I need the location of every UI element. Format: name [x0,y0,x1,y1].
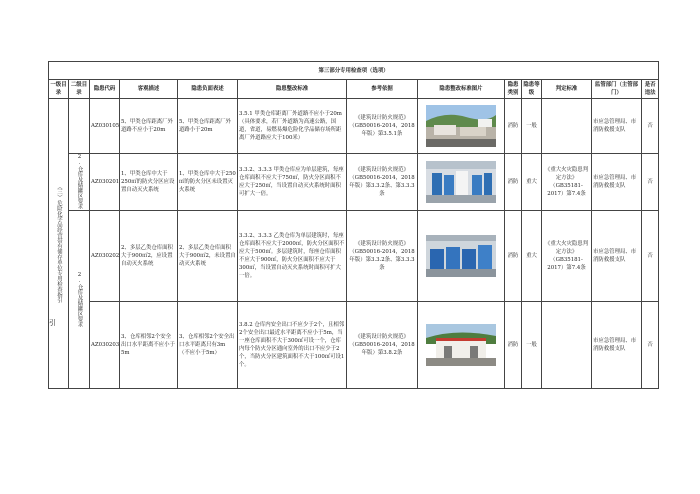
description-cell: 1、甲类仓库中大于250㎡的防火分区应设置自动灭火系统 [120,154,178,211]
header-negative: 隐患负面表述 [178,80,238,99]
criteria-cell [542,302,592,389]
code-cell: AZ030105 [90,99,120,154]
description-cell: 5、甲类仓库距离厂外道路不应小于20m [120,99,178,154]
level2-label: 2.仓库及储罐区要求 [76,154,83,210]
grade-cell: 一般 [522,99,542,154]
code-cell: AZ030203 [90,302,120,389]
department-cell: 市应急管理局、市消防救援支队 [592,302,642,389]
header-level2: 二级目录 [69,80,90,99]
category-cell: 消防 [505,211,522,302]
criteria-cell [542,99,592,154]
header-criteria: 判定标准 [542,80,592,99]
reference-cell: 《建筑设计防火规范》（GB50016-2014，2018年版）第3.5.1条 [347,99,418,154]
criteria-cell: 《重大火灾隐患判定方法》（GB35181-2017）第7.4条 [542,211,592,302]
header-level1: 一级目录 [49,80,69,99]
table-row [49,154,659,211]
criteria-cell: 《重大火灾隐患判定方法》（GB35181-2017）第7.4条 [542,154,592,211]
header-illegal: 是否违法 [642,80,659,99]
negative-cell: 2、多层乙类仓库面积大于900㎡2，未设置自动灭火系统 [178,211,238,302]
warehouse-hillside-photo [426,105,496,147]
grade-cell: 一般 [522,302,542,389]
inspection-table [48,61,659,389]
illegal-cell: 否 [642,302,659,389]
department-cell: 市应急管理局、市消防救援支队 [592,154,642,211]
department-cell: 市应急管理局、市消防救援支队 [592,99,642,154]
header-standard: 隐患整改标准 [238,80,347,99]
lead-character: 引 [49,319,56,327]
illegal-cell: 否 [642,211,659,302]
drum-storage-photo [426,235,496,277]
description-cell: 3、仓库相邻2个安全出口水平距离不应小于5m [120,302,178,389]
standard-cell: 3.8.2 仓库内安全出口不应少于2个，且相邻2个安全出口最近水平距离不应小于5m，当一座仓库面积不大于300㎡可设一个，仓库内每个防火分区通向室外的出口不应少于2个，当防火分区建筑面积不大于100㎡可设1个。 [238,302,347,389]
reference-cell: 《建筑设计防火规范》（GB50016-2014，2018年版）第3.3.2条、第3.3.3条 [347,154,418,211]
level1-label: （三）危险化学品经营带有储存单位专用检查指引 [56,184,62,303]
level2-cell [69,211,90,389]
level1-cell [49,99,69,389]
image-cell [418,99,505,154]
code-cell: AZ030201 [90,154,120,211]
level2-label: 2.仓库及储罐区要求 [76,271,83,328]
description-cell: 2、多层乙类仓库面积大于900㎡2，应设置自动灭火系统 [120,211,178,302]
category-cell: 消防 [505,99,522,154]
table-title: 第三部分专用检查项（选项） [49,62,659,80]
negative-cell: 5、甲类仓库距离厂外道路小于20m [178,99,238,154]
image-cell [418,302,505,389]
header-department: 监管部门（主管部门） [592,80,642,99]
header-code: 隐患代码 [90,80,120,99]
table-row [49,99,659,154]
negative-cell: 1、甲类仓库中大于250㎡的防火分区未设置灭火系统 [178,154,238,211]
header-image: 隐患整改标准图片 [418,80,505,99]
header-grade: 隐患等级 [522,80,542,99]
grade-cell: 重大 [522,154,542,211]
illegal-cell: 否 [642,99,659,154]
standard-cell: 3.5.1 甲类仓库距离厂外道路不应小于20m（具体要求，若厂外道路为高速公路，国道，省道，易燃易爆危险化学品储存场所距离厂外道路应大于100米） [238,99,347,154]
header-description: 客观描述 [120,80,178,99]
reference-cell: 《建筑设计防火规范》（GB50016-2014，2018年版）第3.3.2条、第3.3.3条 [347,211,418,302]
reference-cell: 《建筑设计防火规范》（GB50016-2014，2018年版）第3.8.2条 [347,302,418,389]
warehouse-interior-photo [426,161,496,203]
category-cell: 消防 [505,154,522,211]
level2-cell [69,154,90,211]
header-reference: 参考依据 [347,80,418,99]
standard-cell: 3.3.2、3.3.3 乙类仓库为单层建筑时，每座仓库面积不应大于2000㎡，防火分区面积不应大于500㎡。多层建筑时，每座仓库面积不应大于900㎡，防火分区面积不应大于300㎡，当设置自动灭火系统时面积可扩大一倍。 [238,211,347,302]
image-cell [418,211,505,302]
code-cell: AZ030202 [90,211,120,302]
table-row [49,211,659,302]
department-cell: 市应急管理局、市消防救援支队 [592,211,642,302]
grade-cell: 重大 [522,211,542,302]
negative-cell: 3、仓库相邻2个安全出口水平距离只有3m（不应小于5m） [178,302,238,389]
level2-empty-cell [69,99,90,154]
header-category: 隐患类别 [505,80,522,99]
illegal-cell: 否 [642,154,659,211]
standard-cell: 3.3.2、3.3.3 甲类仓库应为单层建筑，每座仓库面积不应大于750㎡，防火分区面积不应大于250㎡，当设置自动灭火系统时面积可扩大一倍。 [238,154,347,211]
warehouse-exterior-photo [426,324,496,366]
table-row [49,302,659,389]
category-cell: 消防 [505,302,522,389]
image-cell [418,154,505,211]
